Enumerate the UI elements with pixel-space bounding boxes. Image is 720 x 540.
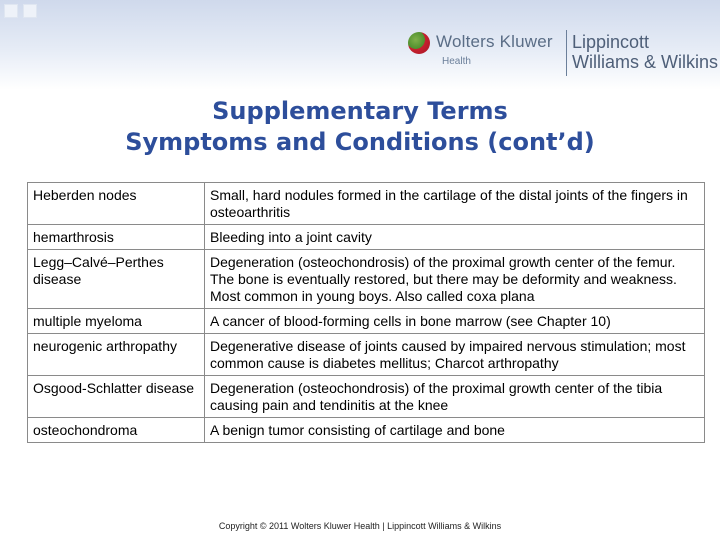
- definition-cell: Small, hard nodules formed in the cartilage of the distal joints of the fingers in osteoarthritis: [205, 183, 705, 225]
- table-row: [28, 309, 705, 334]
- definition-cell: Degeneration (osteochondrosis) of the proximal growth center of the femur. The bone is eventually restored, but there may be deformity and weakness. Most common in young boys. Also called coxa plana: [205, 250, 705, 309]
- terms-table: [27, 182, 705, 443]
- term-cell: Legg–Calvé–Perthes disease: [28, 250, 205, 309]
- globe-icon: [408, 32, 430, 54]
- table-row: [28, 183, 705, 225]
- table-row: [28, 225, 705, 250]
- table-row: [28, 376, 705, 418]
- definition-cell: Degenerative disease of joints caused by impaired nervous stimulation; most common cause is diabetes mellitus; Charcot arthropathy: [205, 334, 705, 376]
- table-row: [28, 334, 705, 376]
- term-cell: osteochondroma: [28, 418, 205, 443]
- term-cell: multiple myeloma: [28, 309, 205, 334]
- definition-cell: A cancer of blood-forming cells in bone marrow (see Chapter 10): [205, 309, 705, 334]
- decorative-squares: [4, 4, 37, 18]
- term-cell: Heberden nodes: [28, 183, 205, 225]
- decor-square: [4, 4, 18, 18]
- publisher-sub: Health: [442, 56, 471, 67]
- header-band: [0, 0, 720, 90]
- title-line2: Symptoms and Conditions (cont’d): [125, 128, 595, 156]
- publisher-name: Wolters Kluwer: [436, 32, 553, 51]
- term-cell: Osgood-Schlatter disease: [28, 376, 205, 418]
- slide-title: [0, 96, 720, 158]
- table-row: [28, 418, 705, 443]
- definition-cell: Degeneration (osteochondrosis) of the proximal growth center of the tibia causing pain and tendinitis at the knee: [205, 376, 705, 418]
- footer-copyright: Copyright © 2011 Wolters Kluwer Health | Lippincott Williams & Wilkins: [218, 521, 502, 531]
- term-cell: hemarthrosis: [28, 225, 205, 250]
- title-line1: Supplementary Terms: [212, 97, 508, 125]
- logo-divider: [566, 30, 567, 76]
- definition-cell: Bleeding into a joint cavity: [205, 225, 705, 250]
- decor-square: [23, 4, 37, 18]
- imprint-line1: Lippincott: [572, 32, 650, 52]
- imprint-line2: Williams & Wilkins: [572, 52, 718, 72]
- publisher-logo: [404, 28, 716, 82]
- term-cell: neurogenic arthropathy: [28, 334, 205, 376]
- definition-cell: A benign tumor consisting of cartilage and bone: [205, 418, 705, 443]
- table-row: [28, 250, 705, 309]
